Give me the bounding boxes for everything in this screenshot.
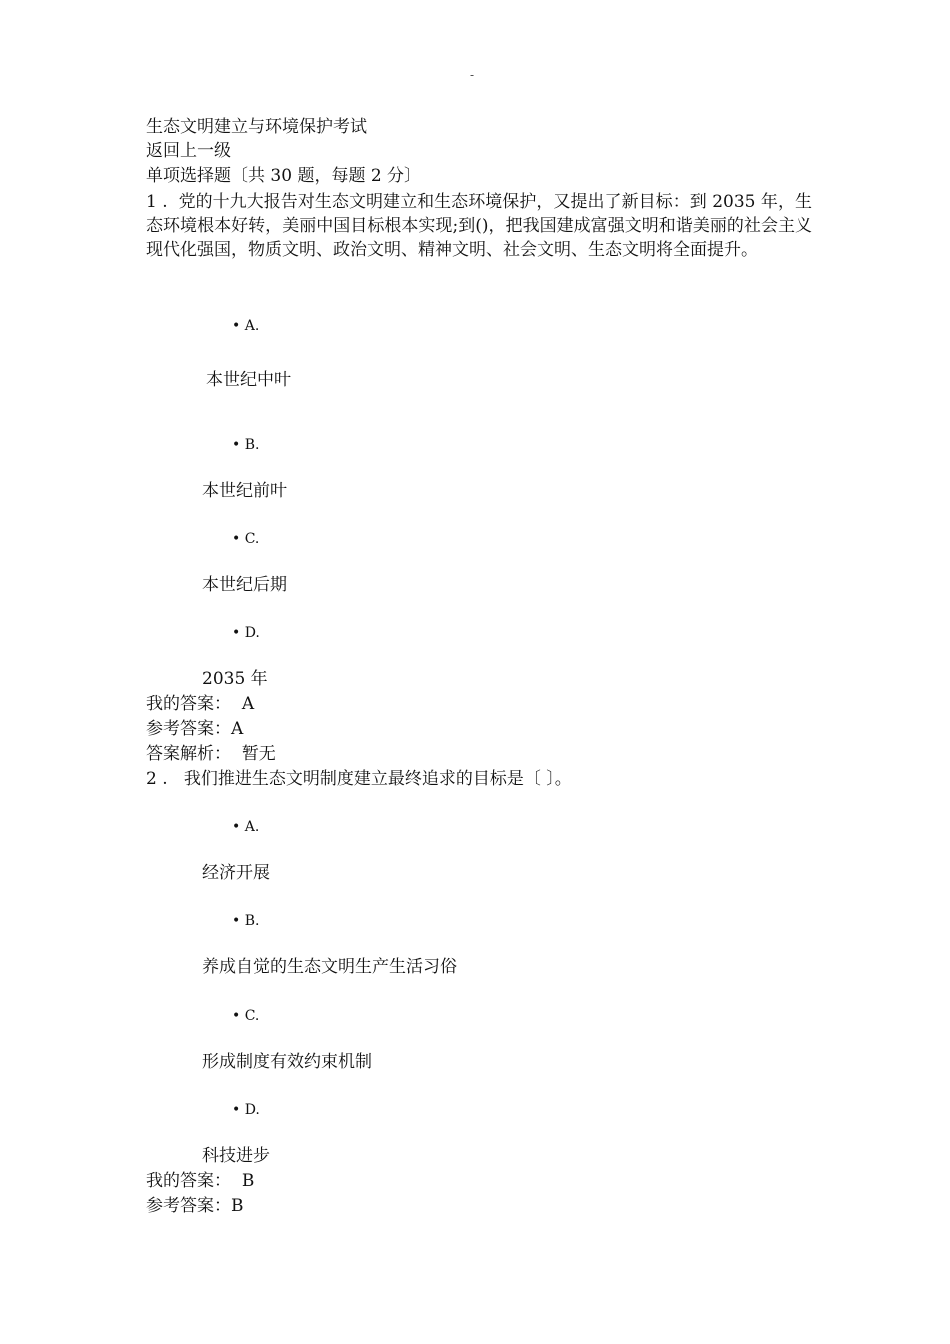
question-2 [146, 767, 572, 791]
option-a-marker[interactable]: • A. [232, 318, 260, 334]
option-d-marker[interactable]: • D. [232, 1102, 260, 1118]
option-a-text[interactable]: 本世纪中叶 [206, 370, 291, 390]
question-text: 党的十九大报告对生态文明建立和生态环境保护，又提出了新目标：到 2035 年，生态环境根本好转，美丽中国目标根本实现;到()，把我国建成富强文明和谐美丽的社会主义现代化强国，物质文明、政治文明、精神文明、社会文明、生态文明将全面提升。 [146, 192, 812, 260]
option-c-text[interactable]: 形成制度有效约束机制 [202, 1052, 372, 1072]
option-d-marker[interactable]: • D. [232, 625, 260, 641]
question-1 [146, 190, 812, 262]
option-d-text[interactable]: 科技进步 [202, 1146, 270, 1166]
question-text: 我们推进生态文明制度建立最终追求的目标是〔 〕。 [183, 769, 572, 789]
back-link[interactable]: 返回上一级 [146, 141, 231, 161]
my-answer-row [146, 692, 254, 716]
analysis-label: 答案解析： [146, 744, 231, 764]
analysis-row [146, 742, 276, 766]
analysis-value: 暂无 [241, 744, 276, 764]
header-mark: - [470, 68, 475, 82]
option-c-marker[interactable]: • C. [232, 531, 260, 547]
my-answer-value: B [241, 1171, 255, 1191]
ref-answer-value: B [231, 1196, 244, 1216]
option-a-text[interactable]: 经济开展 [202, 863, 270, 883]
option-a-marker[interactable]: • A. [232, 819, 260, 835]
my-answer-value: A [241, 694, 255, 714]
my-answer-row [146, 1169, 254, 1193]
my-answer-label: 我的答案： [146, 694, 231, 714]
exam-title: 生态文明建立与环境保护考试 [146, 117, 367, 137]
option-c-text[interactable]: 本世纪后期 [202, 575, 287, 595]
section-heading: 单项选择题〔共 30 题，每题 2 分〕 [146, 166, 422, 186]
ref-answer-row [146, 1194, 244, 1218]
option-d-text[interactable]: 2035 年 [202, 669, 268, 689]
option-c-marker[interactable]: • C. [232, 1008, 260, 1024]
option-b-marker[interactable]: • B. [232, 913, 260, 929]
ref-answer-label: 参考答案： [146, 719, 231, 739]
question-number: 2 . [146, 769, 168, 789]
option-b-text[interactable]: 本世纪前叶 [202, 481, 287, 501]
option-b-text[interactable]: 养成自觉的生态文明生产生活习俗 [202, 957, 457, 977]
my-answer-label: 我的答案： [146, 1171, 231, 1191]
option-b-marker[interactable]: • B. [232, 437, 260, 453]
ref-answer-row [146, 717, 243, 741]
question-number: 1 . [146, 192, 168, 212]
ref-answer-value: A [231, 719, 244, 739]
ref-answer-label: 参考答案： [146, 1196, 231, 1216]
